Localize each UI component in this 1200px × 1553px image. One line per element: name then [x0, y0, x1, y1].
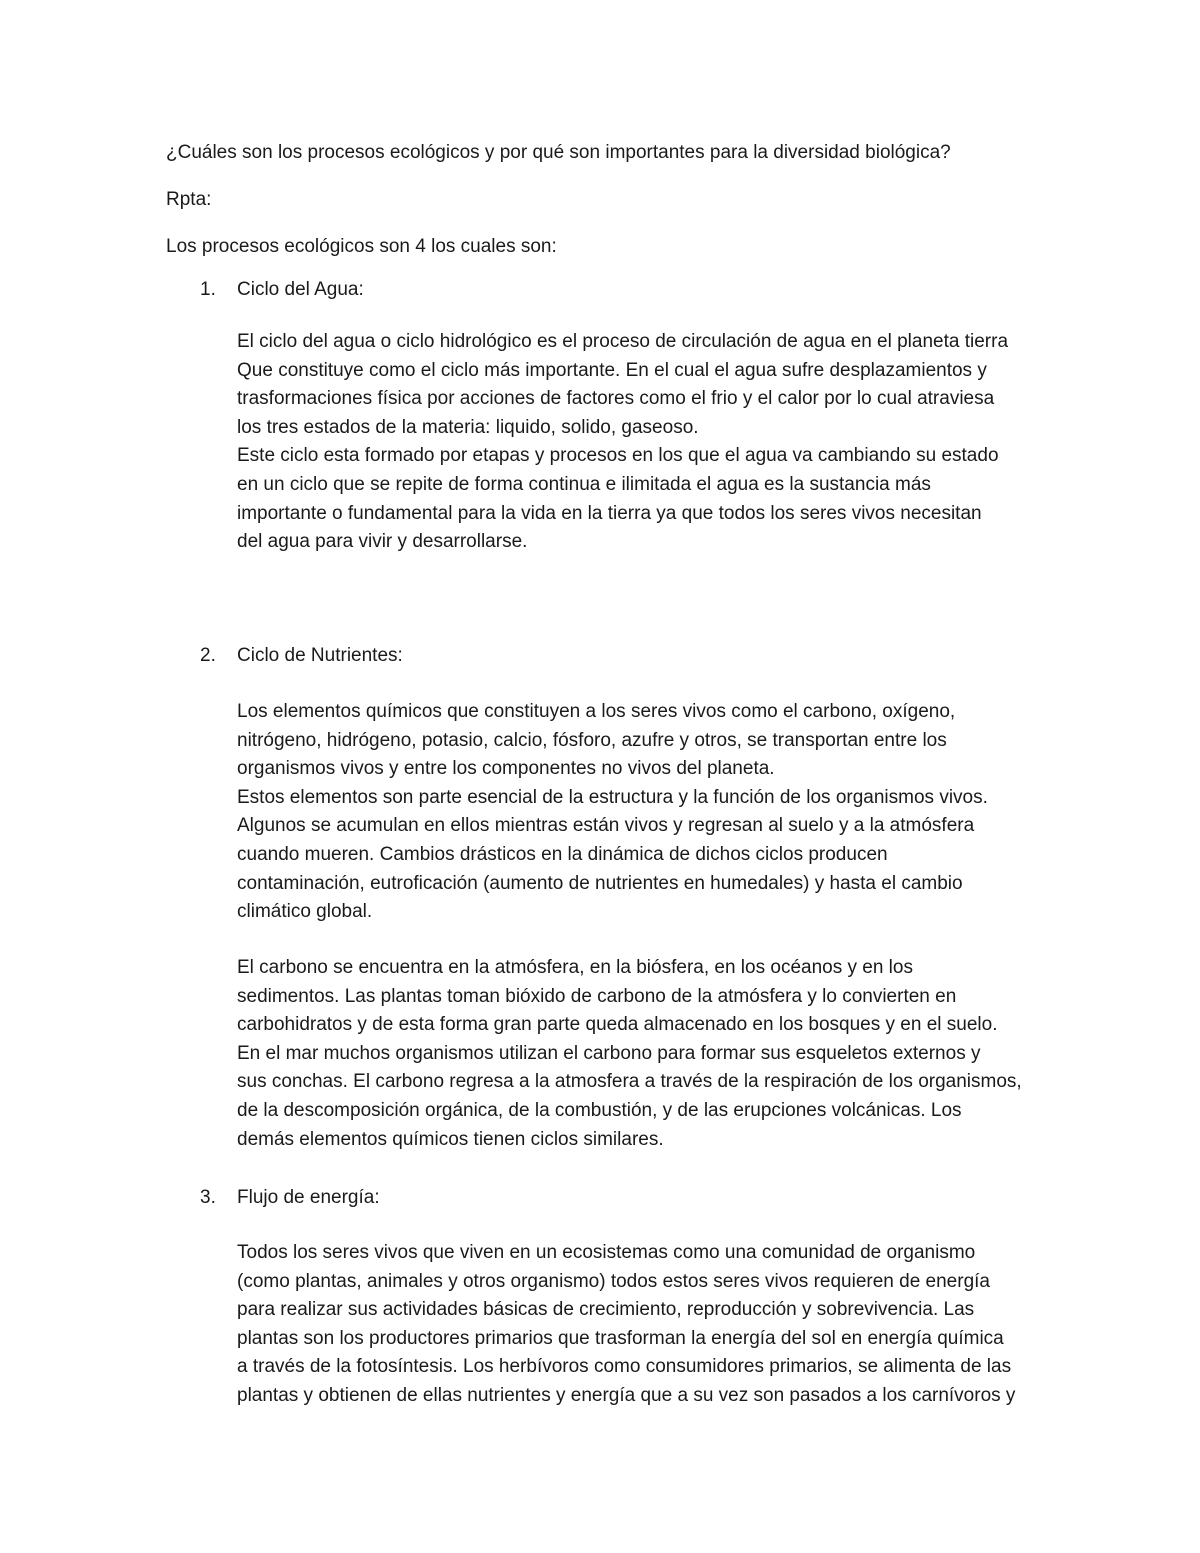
- body-line: de la descomposición orgánica, de la combustión, y de las erupciones volcánicas. Los: [237, 1099, 962, 1121]
- body-line: plantas son los productores primarios que trasforman la energía del sol en energía química: [237, 1327, 1004, 1349]
- body-line: climático global.: [237, 901, 373, 923]
- body-line: trasformaciones física por acciones de factores como el frio y el calor por lo cual atraviesa: [237, 388, 995, 410]
- body-line: Todos los seres vivos que viven en un ecosistemas como una comunidad de organismo: [237, 1242, 976, 1263]
- body-line: (como plantas, animales y otros organismo) todos estos seres vivos requieren de energía: [237, 1270, 990, 1292]
- answer-label: Rpta:: [166, 189, 212, 210]
- body-line: sedimentos. Las plantas toman bióxido de carbono de la atmósfera y lo convierten en: [237, 985, 957, 1007]
- body-line: los tres estados de la materia: liquido, solido, gaseoso.: [237, 416, 699, 438]
- body-line: El ciclo del agua o ciclo hidrológico es el proceso de circulación de agua en el planeta tierra: [237, 331, 1009, 352]
- body-line: En el mar muchos organismos utilizan el carbono para formar sus esqueletos externos y: [237, 1042, 981, 1064]
- body-line: plantas y obtienen de ellas nutrientes y energía que a su vez son pasados a los carnívoros y: [237, 1384, 1016, 1406]
- body-line: importante o fundamental para la vida en la tierra ya que todos los seres vivos necesitan: [237, 502, 982, 524]
- section-title-nutrient-cycle: Ciclo de Nutrientes:: [237, 645, 403, 666]
- list-number: 3.: [200, 1187, 216, 1208]
- intro-text: Los procesos ecológicos son 4 los cuales son:: [166, 236, 557, 257]
- section-body-water-cycle: [237, 328, 1057, 557]
- body-line: carbohidratos y de esta forma gran parte queda almacenado en los bosques y en el suelo.: [237, 1014, 998, 1036]
- body-line: a través de la fotosíntesis. Los herbívoros como consumidores primarios, se alimenta de las: [237, 1356, 1012, 1378]
- body-line: contaminación, eutroficación (aumento de nutrientes en humedales) y hasta el cambio: [237, 872, 963, 894]
- body-line: sus conchas. El carbono regresa a la atmosfera a través de la respiración de los organismos,: [237, 1071, 1022, 1093]
- body-line: Algunos se acumulan en ellos mientras están vivos y regresan al suelo y a la atmósfera: [237, 815, 975, 837]
- body-line: El carbono se encuentra en la atmósfera, en la biósfera, en los océanos y en los: [237, 957, 913, 978]
- section-body-energy-flow: [237, 1239, 1057, 1411]
- list-number: 2.: [200, 645, 216, 666]
- body-line: Que constituye como el ciclo más importante. En el cual el agua sufre desplazamientos y: [237, 359, 987, 381]
- body-line: Los elementos químicos que constituyen a los seres vivos como el carbono, oxígeno,: [237, 701, 956, 722]
- body-line: cuando mueren. Cambios drásticos en la dinámica de dichos ciclos producen: [237, 843, 888, 865]
- body-line: para realizar sus actividades básicas de crecimiento, reproducción y sobrevivencia. Las: [237, 1299, 975, 1321]
- body-line: organismos vivos y entre los componentes no vivos del planeta.: [237, 758, 775, 780]
- list-number: 1.: [200, 279, 216, 300]
- section-body-carbon-cycle: [237, 954, 1057, 1154]
- section-title-water-cycle: Ciclo del Agua:: [237, 279, 364, 300]
- body-line: Estos elementos son parte esencial de la estructura y la función de los organismos vivos.: [237, 786, 988, 808]
- body-line: nitrógeno, hidrógeno, potasio, calcio, fósforo, azufre y otros, se transportan entre los: [237, 729, 947, 751]
- section-body-nutrient-cycle: [237, 698, 1057, 927]
- body-line: demás elementos químicos tienen ciclos similares.: [237, 1128, 664, 1150]
- section-title-energy-flow: Flujo de energía:: [237, 1187, 380, 1208]
- body-line: del agua para vivir y desarrollarse.: [237, 531, 528, 553]
- body-line: Este ciclo esta formado por etapas y procesos en los que el agua va cambiando su estado: [237, 445, 999, 467]
- question-heading: ¿Cuáles son los procesos ecológicos y por qué son importantes para la diversidad biológica?: [166, 142, 951, 163]
- body-line: en un ciclo que se repite de forma continua e ilimitada el agua es la sustancia más: [237, 473, 931, 495]
